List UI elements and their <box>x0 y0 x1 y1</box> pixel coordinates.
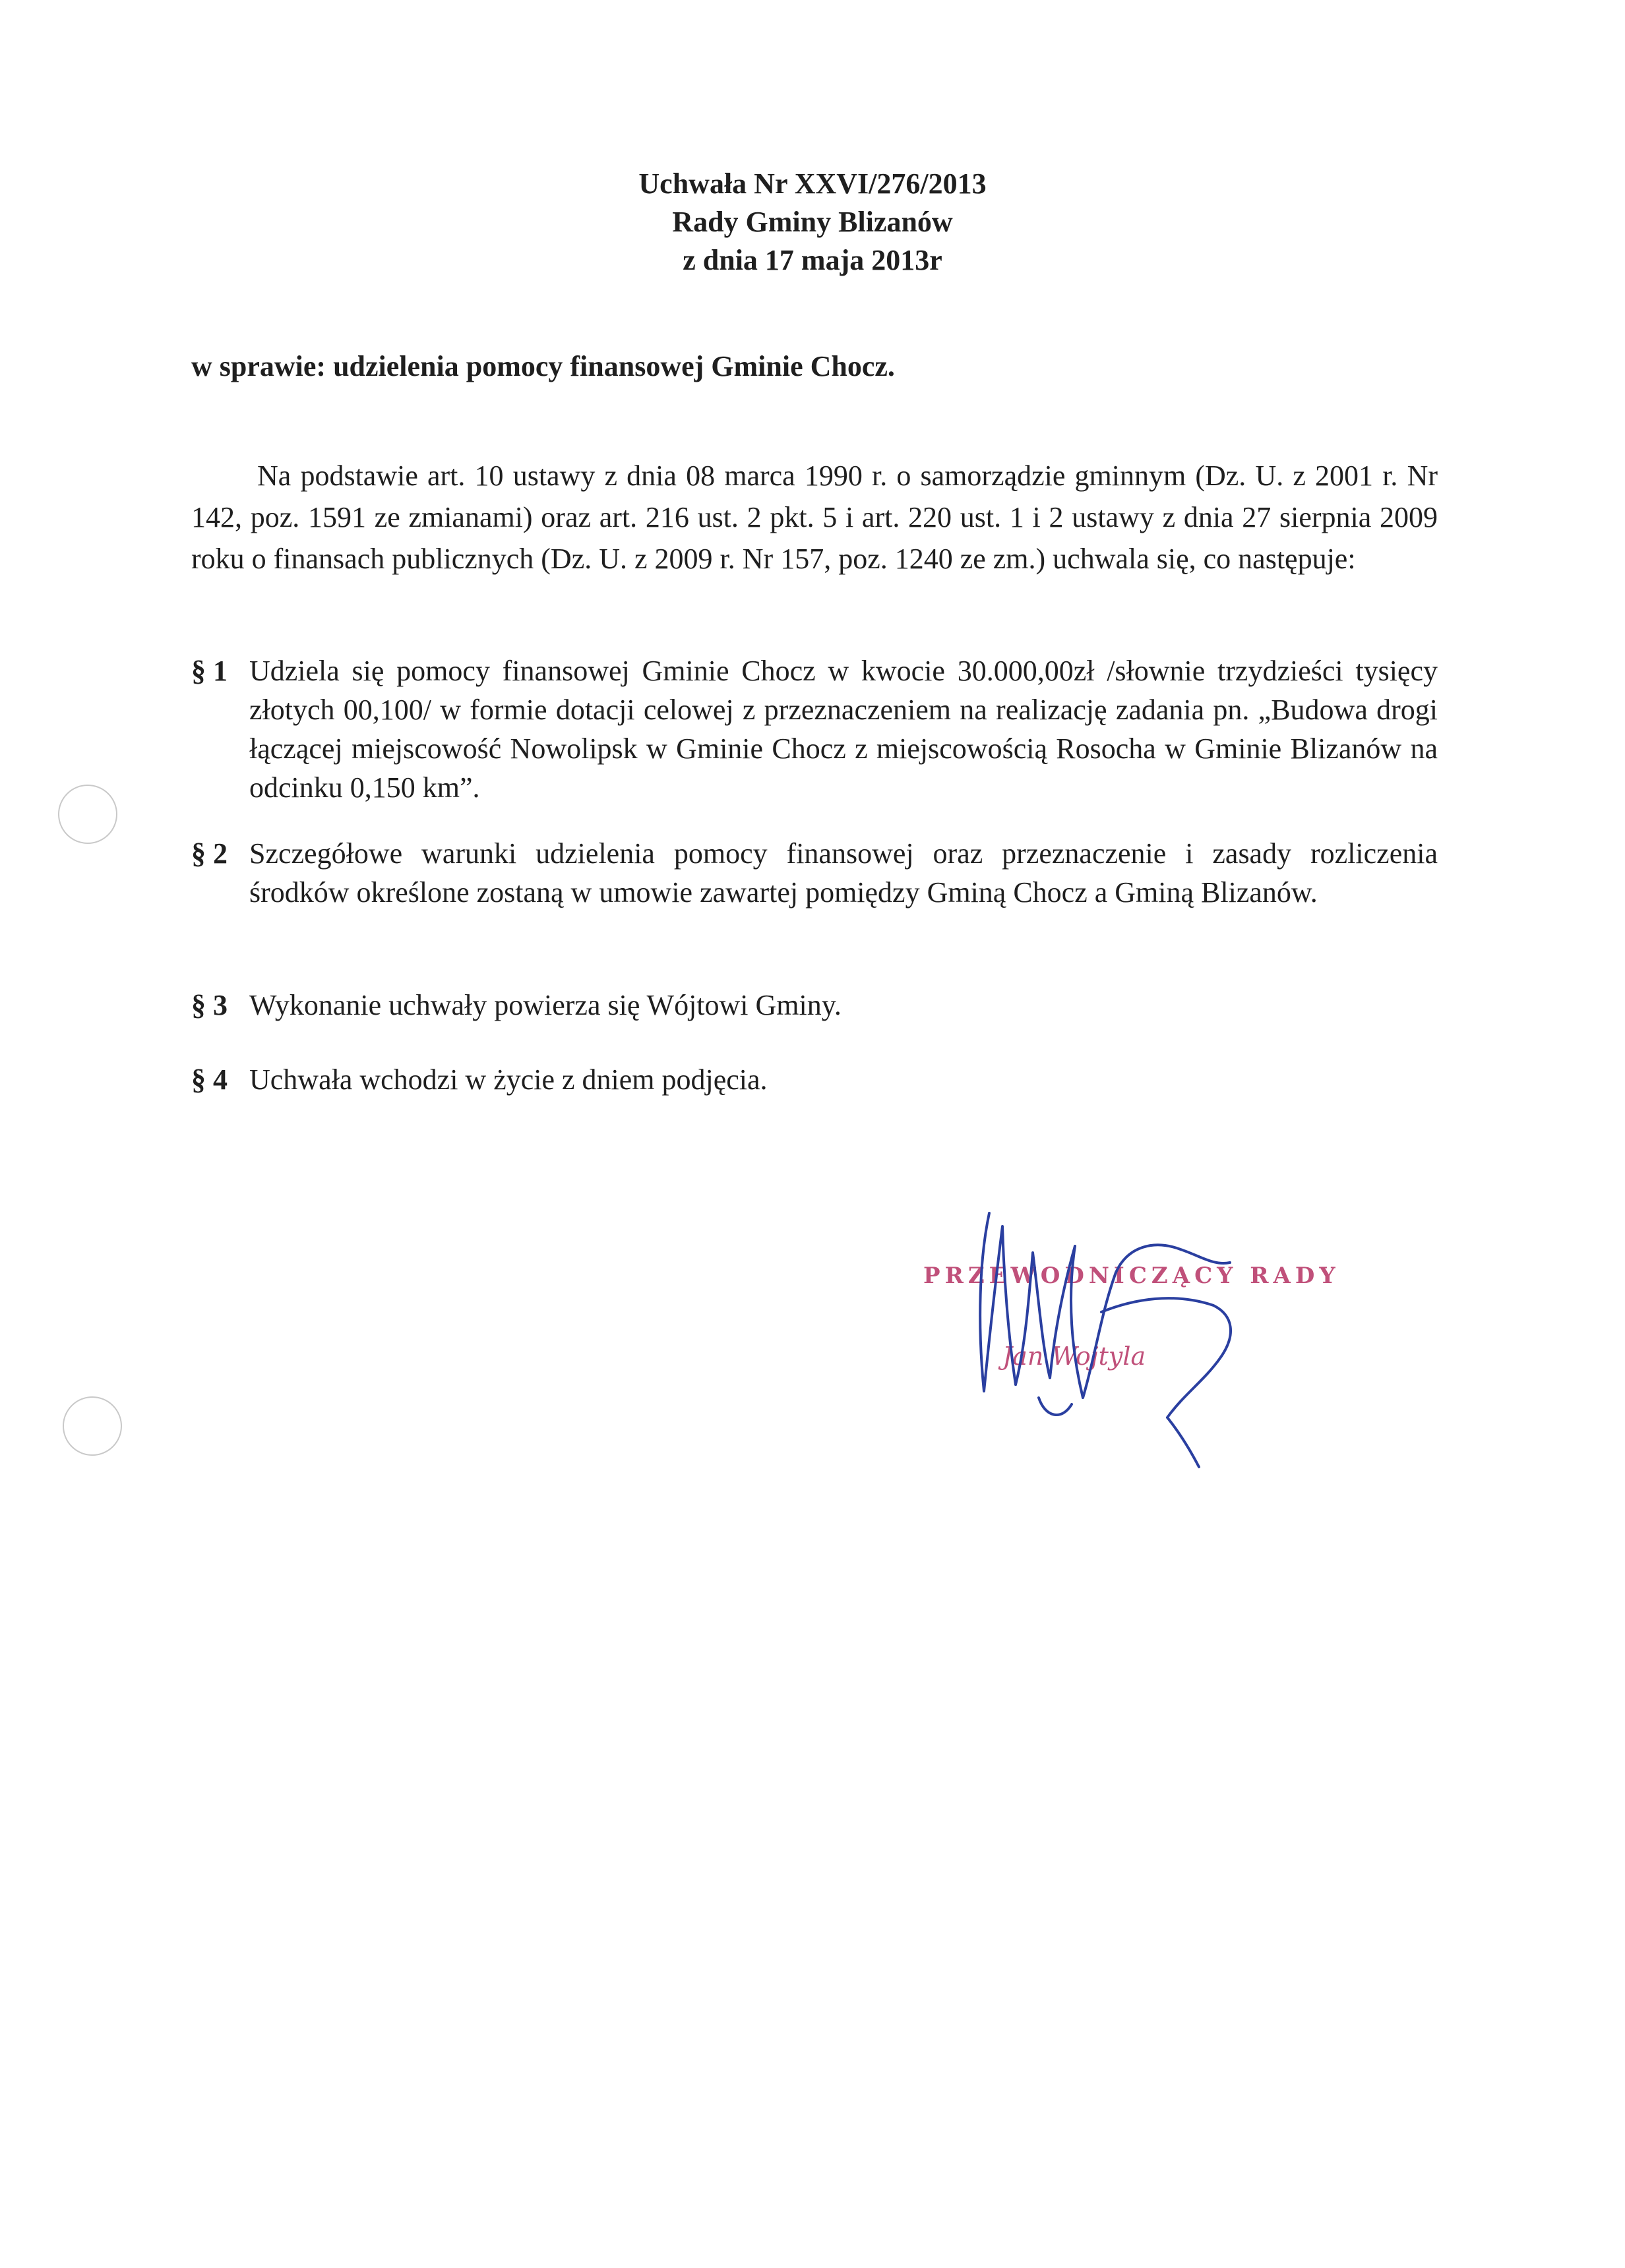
paragraph-text: Wykonanie uchwały powierza się Wójtowi Gminy. <box>249 989 842 1021</box>
handwritten-signature <box>904 1200 1312 1477</box>
paragraph-sign: § 4 <box>191 1063 228 1096</box>
paragraph-4 <box>191 1060 1438 1099</box>
resolution-subject: w sprawie: udzielenia pomocy finansowej Gminie Chocz. <box>191 350 895 382</box>
punch-hole <box>58 785 117 844</box>
preamble-text: Na podstawie art. 10 ustawy z dnia 08 marca 1990 r. o samorządzie gminnym (Dz. U. z 2001 r. Nr 142, poz. 1591 ze zmianami) oraz art. 216 ust. 2 pkt. 5 i art. 220 ust. 1 i 2 ustawy z dnia 27 sierpnia 2009 roku o finansach publicznych (Dz. U. z 2009 r. Nr 157, poz. 1240 ze zm.) uchwala się, co następuje: <box>191 460 1438 575</box>
paragraph-text: Uchwała wchodzi w życie z dniem podjęcia. <box>249 1063 768 1096</box>
paragraph-3 <box>191 986 1438 1025</box>
signature-block <box>904 1200 1340 1477</box>
council-name: Rady Gminy Blizanów <box>672 206 953 238</box>
paragraph-sign: § 2 <box>191 837 228 870</box>
paragraph-sign: § 3 <box>191 989 228 1021</box>
preamble <box>191 455 1438 580</box>
paragraph-2 <box>191 834 1438 912</box>
punch-hole <box>63 1396 122 1456</box>
resolution-date: z dnia 17 maja 2013r <box>683 244 942 276</box>
chairman-stamp: PRZEWODNICZĄCY RADY <box>923 1263 1340 1289</box>
paragraph-text: Udziela się pomocy finansowej Gminie Chocz w kwocie 30.000,00zł /słownie trzydzieści tysięcy złotych 00,100/ w formie dotacji celowej z przeznaczeniem na realizację zadania pn. „Budowa drogi łączącej miejscowość Nowolipsk w Gminie Chocz z miejscowością Rosocha w Gminie Blizanów na odcinku 0,150 km”. <box>249 655 1438 804</box>
paragraph-1 <box>191 651 1438 807</box>
resolution-number: Uchwała Nr XXVI/276/2013 <box>638 167 987 200</box>
paragraph-sign: § 1 <box>191 655 228 687</box>
paragraph-text: Szczegółowe warunki udzielenia pomocy finansowej oraz przeznaczenie i zasady rozliczenia środków określone zostaną w umowie zawartej pomiędzy Gminą Chocz a Gminą Blizanów. <box>249 837 1438 909</box>
resolution-header <box>0 165 1625 280</box>
chairman-name-stamp: Jan Wojtyla <box>1002 1342 1146 1371</box>
